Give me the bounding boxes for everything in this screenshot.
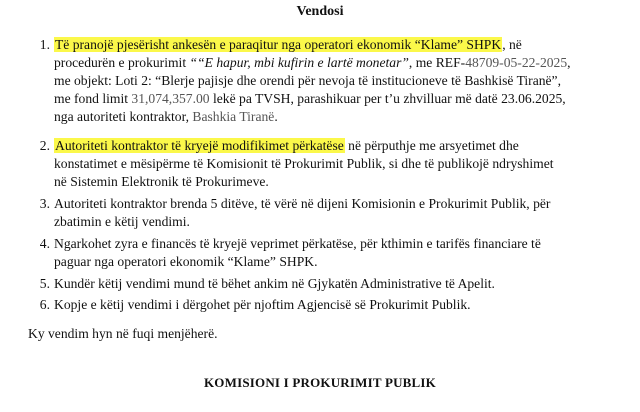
item-number: 1. bbox=[39, 37, 50, 52]
text-fragment: në Sistemin Elektronik të Prokurimeve. bbox=[54, 174, 269, 189]
item-line bbox=[54, 72, 630, 90]
highlighted-text: Të pranojë pjesërisht ankesën e paraqitur nga operatori ekonomik “Klame” SHPK bbox=[55, 37, 502, 52]
text-fragment: konstatimet e mësipërme të Komisionit të Prokurimit Publik, si dhe të publikojë ndryshimet bbox=[54, 156, 554, 171]
text-fragment: nga autoriteti kontraktor, bbox=[54, 109, 193, 124]
text-fragment: me objekt: Loti 2: “Blerje pajisje dhe orendi për nevoja të institucioneve të Bashkisë Tiranë”, bbox=[54, 73, 561, 88]
text-fragment: Autoriteti kontraktor brenda 5 ditëve, të vërë në dijeni Komisionin e Prokurimit Publik, për bbox=[54, 196, 551, 211]
text-fragment: , bbox=[567, 55, 571, 70]
decision-item-4 bbox=[20, 235, 630, 271]
item-line bbox=[54, 296, 630, 314]
text-fragment: 48709-05-22-2025 bbox=[465, 55, 568, 70]
decision-heading: Vendosi bbox=[296, 4, 344, 19]
text-fragment: , me REF- bbox=[408, 55, 466, 70]
item-number: 6. bbox=[39, 297, 50, 312]
item-line bbox=[54, 275, 630, 293]
item-line bbox=[54, 155, 630, 173]
item-text bbox=[54, 235, 630, 271]
text-fragment: , në bbox=[502, 37, 522, 52]
item-text bbox=[54, 137, 630, 191]
item-number: 3. bbox=[39, 196, 50, 211]
item-line bbox=[54, 253, 630, 271]
highlighted-text: Autoriteti kontraktor të kryejë modifikimet përkatëse bbox=[55, 138, 344, 153]
item-number: 2. bbox=[39, 138, 50, 153]
item-text bbox=[54, 36, 630, 126]
item-line bbox=[54, 54, 630, 72]
item-text bbox=[54, 195, 630, 231]
item-line bbox=[54, 36, 630, 54]
text-fragment: 31,074,357.00 bbox=[131, 91, 210, 106]
closing-statement: Ky vendim hyn në fuqi menjëherë. bbox=[28, 326, 218, 341]
text-fragment: me fond limit bbox=[54, 91, 132, 106]
text-fragment: . bbox=[274, 109, 278, 124]
decision-item-5 bbox=[20, 275, 630, 293]
text-fragment: procedurën e prokurimit bbox=[54, 55, 190, 70]
text-fragment: lekë pa TVSH, parashikuar per t’u zhvilluar më datë 23.06.2025, bbox=[209, 91, 566, 106]
decision-item-1 bbox=[20, 36, 630, 126]
item-line bbox=[54, 235, 630, 253]
item-line bbox=[54, 90, 630, 108]
item-number: 4. bbox=[39, 236, 50, 251]
item-number: 5. bbox=[39, 276, 50, 291]
item-line bbox=[54, 173, 630, 191]
text-fragment: Bashkia Tiranë bbox=[192, 109, 275, 124]
item-line bbox=[54, 108, 630, 126]
text-fragment: paguar nga operatori ekonomik “Klame” SHPK. bbox=[54, 254, 318, 269]
text-fragment: ““E hapur, mbi kufirin e lartë monetar” bbox=[189, 55, 409, 70]
committee-name: KOMISIONI I PROKURIMIT PUBLIK bbox=[203, 375, 436, 390]
text-fragment: Kundër këtij vendimi mund të bëhet ankim në Gjykatën Administrative të Apelit. bbox=[54, 276, 495, 291]
text-fragment: zbatimin e këtij vendimi. bbox=[54, 214, 190, 229]
decision-item-6 bbox=[20, 296, 630, 314]
item-line bbox=[54, 213, 630, 231]
item-text bbox=[54, 275, 630, 293]
text-fragment: Kopje e këtij vendimi i dërgohet për njoftim Agjencisë së Prokurimit Publik. bbox=[54, 297, 471, 312]
decision-item-2 bbox=[20, 137, 630, 191]
item-line bbox=[54, 137, 630, 155]
text-fragment: në përputhje me arsyetimet dhe bbox=[344, 138, 519, 153]
text-fragment: Ngarkohet zyra e financës të kryejë veprimet përkatëse, për kthimin e tarifës financiare të bbox=[54, 236, 541, 251]
decision-item-3 bbox=[20, 195, 630, 231]
item-text bbox=[54, 296, 630, 314]
item-line bbox=[54, 195, 630, 213]
